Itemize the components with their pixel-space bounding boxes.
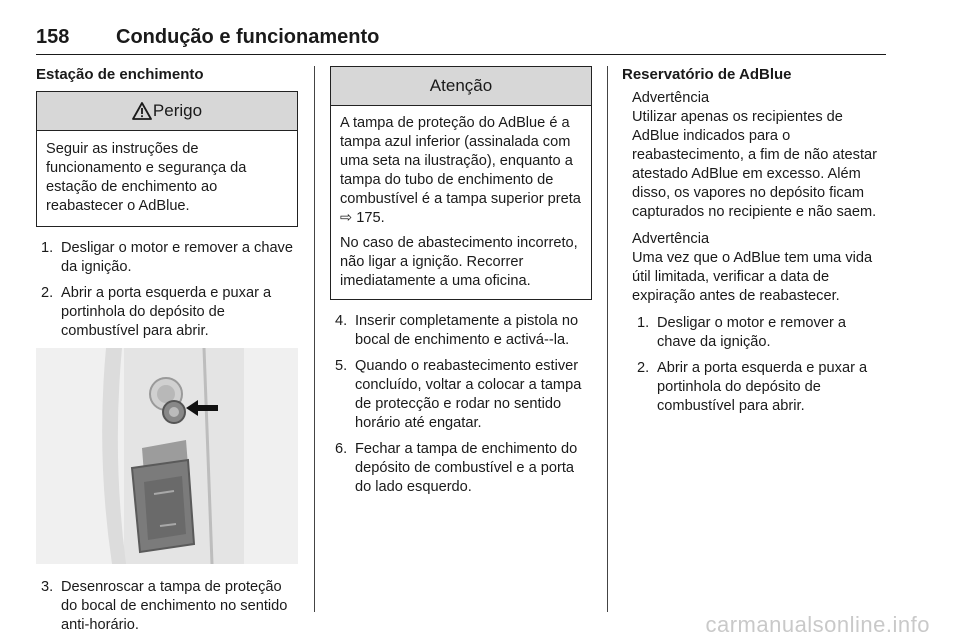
fuel-flap-illustration [36, 348, 298, 564]
list-item [36, 239, 298, 277]
step-number: 5. [335, 358, 348, 374]
step-number: 2. [637, 360, 650, 376]
watermark: carmanualsonline.info [705, 612, 930, 637]
attention-box-title: Atenção [331, 67, 591, 106]
danger-box [36, 91, 298, 227]
page-ref[interactable]: 175 [356, 210, 381, 226]
steps-list [36, 239, 298, 341]
list-item [632, 314, 886, 352]
steps-list [330, 312, 592, 497]
step-text: Desligar o motor e remover a chave da ignição. [61, 240, 293, 275]
warnings-group [622, 89, 886, 416]
fuel-flap-drawing [36, 348, 298, 564]
advertencia-text: Uma vez que o AdBlue tem uma vida útil limitada, verificar a data de expiração antes de reabastecer. [632, 250, 873, 304]
list-item [36, 284, 298, 341]
step-number: 6. [335, 441, 348, 457]
steps-list [36, 578, 298, 635]
column-3 [622, 66, 886, 423]
step-number: 4. [335, 313, 348, 329]
step-text: Quando o reabastecimento estiver concluído, voltar a colocar a tampa de protecção e rodar no sentido horário até engatar. [355, 358, 582, 431]
warning-triangle-icon [132, 102, 152, 120]
attention-text-1: A tampa de proteção do AdBlue é a tampa azul inferior (assinalada com uma seta na ilustração), enquanto a tampa do tubo de enchimento de combustível é a tampa superior preta ⇨ 175. [340, 115, 581, 226]
column-divider [314, 66, 315, 612]
step-text: Desenroscar a tampa de proteção do bocal de enchimento no sentido anti-horário. [61, 579, 288, 633]
section-title: Estação de enchimento [36, 66, 204, 83]
chapter-title: Condução e funcionamento [116, 26, 380, 48]
step-number: 1. [637, 315, 650, 331]
column-divider [607, 66, 608, 612]
page-header [36, 24, 886, 55]
column-2 [330, 66, 592, 504]
advertencia-title: Advertência [632, 231, 710, 247]
steps-list [632, 314, 886, 416]
page-ref-arrow-icon: ⇨ [340, 210, 353, 226]
list-item [330, 312, 592, 350]
step-text: Fechar a tampa de enchimento do depósito de combustível e a porta do lado esquerdo. [355, 441, 578, 495]
advertencia-text: Utilizar apenas os recipientes de AdBlue indicados para o reabastecimento, a fim de não atestar atestado AdBlue em excesso. Além disso, os vapores no depósito ficam capturados no recipiente e não saem. [632, 109, 877, 220]
step-number: 3. [41, 579, 54, 595]
danger-box-title [37, 92, 297, 131]
list-item [632, 359, 886, 416]
step-number: 1. [41, 240, 54, 256]
section-title: Reservatório de AdBlue [622, 66, 792, 83]
list-item [36, 578, 298, 635]
attention-text-2: No caso de abastecimento incorreto, não ligar a ignição. Recorrer imediatamente a uma oficina. [340, 235, 578, 289]
column-1 [36, 66, 298, 642]
step-number: 2. [41, 285, 54, 301]
attention-box [330, 66, 592, 300]
step-text: Inserir completamente a pistola no bocal de enchimento e activá--la. [355, 313, 579, 348]
list-item [330, 357, 592, 433]
page-number: 158 [36, 26, 70, 48]
danger-title-text: Perigo [152, 101, 203, 120]
step-text: Desligar o motor e remover a chave da ignição. [657, 315, 846, 350]
step-text: Abrir a porta esquerda e puxar a portinhola do depósito de combustível para abrir. [61, 285, 272, 339]
danger-text: Seguir as instruções de funcionamento e segurança da estação de enchimento ao reabastecer o AdBlue. [46, 141, 247, 214]
advertencia-title: Advertência [632, 90, 710, 106]
list-item [330, 440, 592, 497]
step-text: Abrir a porta esquerda e puxar a portinhola do depósito de combustível para abrir. [657, 360, 868, 414]
